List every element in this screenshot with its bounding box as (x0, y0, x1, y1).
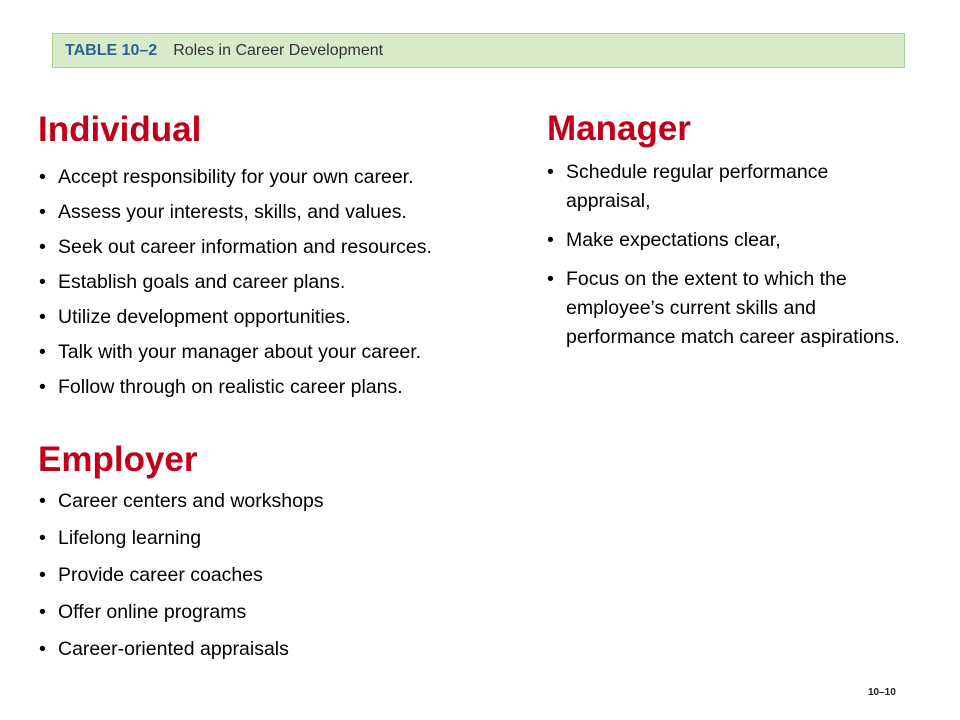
list-item: • Lifelong learning (38, 527, 518, 550)
list-item: • Seek out career information and resources. (38, 236, 538, 259)
table-title-banner (52, 33, 905, 68)
list-item: • Assess your interests, skills, and values. (38, 201, 538, 224)
list-item: • Offer online programs (38, 601, 518, 624)
table-number: TABLE 10–2 (65, 41, 158, 59)
individual-list (38, 166, 538, 411)
list-item: • Talk with your manager about your career. (38, 341, 538, 364)
list-item: • Make expectations clear, (546, 226, 916, 255)
list-item: • Career-oriented appraisals (38, 638, 518, 661)
employer-list (38, 490, 518, 675)
list-item: • Utilize development opportunities. (38, 306, 538, 329)
individual-heading: Individual (38, 110, 202, 149)
employer-heading: Employer (38, 440, 198, 479)
list-item: • Accept responsibility for your own career. (38, 166, 538, 189)
list-item: • Focus on the extent to which the employee’s current skills and performance match career aspirations. (546, 265, 916, 352)
manager-heading: Manager (547, 109, 691, 148)
manager-list (546, 158, 916, 362)
list-item: • Follow through on realistic career plans. (38, 376, 538, 399)
list-item: • Establish goals and career plans. (38, 271, 538, 294)
list-item: • Career centers and workshops (38, 490, 518, 513)
table-title: Roles in Career Development (173, 41, 384, 59)
page-number: 10–10 (868, 687, 896, 698)
list-item: • Schedule regular performance appraisal, (546, 158, 916, 216)
list-item: • Provide career coaches (38, 564, 518, 587)
